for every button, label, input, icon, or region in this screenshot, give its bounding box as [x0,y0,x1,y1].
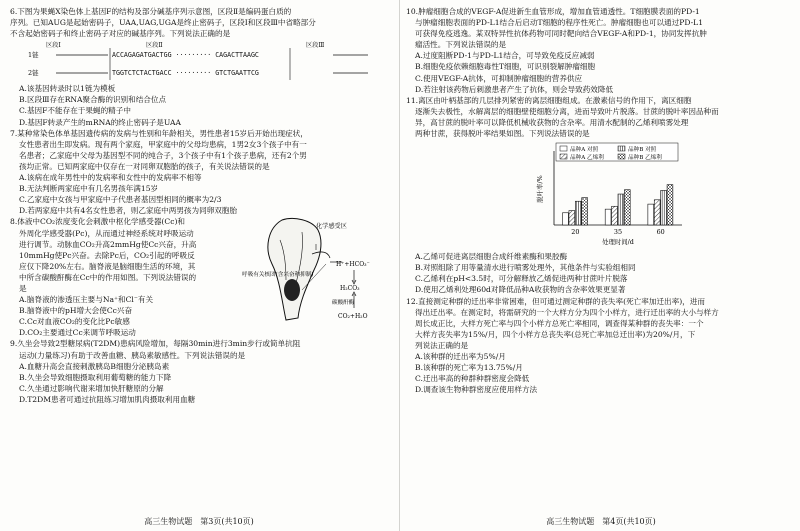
q11-stem-line: 逐渐失去极性，水解离层的细胞壁使细胞分离，进而导致叶片脱落。甘蔗的脱叶率因品种而 [415,106,719,116]
bar-1-60 [648,204,654,225]
question-9 [10,338,392,405]
legend-swatch [560,154,567,159]
page-3-content [10,6,392,405]
legend-swatch [618,146,625,151]
q12-stem-line: 周长成正比，大样方死亡率与四个小样方总死亡率相同，调查得某种群的丧失率：一个 [415,318,704,328]
q12-option-c: C.迁出率高的种群种群密度会降低 [415,374,530,384]
q10-stem-line: 可获得免疫逃逸。某双特异性抗体药物可同时靶向结合VEGF-A和PD-1，协同发挥抗肿 [415,29,707,39]
q11-option-c: C.乙烯利在pH<3.5时，可分解释放乙烯促进两种甘蔗叶片脱落 [415,274,628,284]
q7-stem-line: 名患者；乙家庭中父母为基因型不同的纯合子，3个孩子中有1个孩子患病，还有2个男 [19,150,307,160]
q8-stem-line: 外周化学感受器(Pc)，从而通过神经系统对呼吸运动 [19,228,194,238]
q8-stem-line: 进行调节。动脉血CO₂升高2mmHg使Cc兴奋，升高 [19,239,197,249]
q12-stem-line: 12.直接测定种群的迁出率非常困难，但可通过测定种群的丧失率(死亡率加迁出率)，进而 [406,296,705,306]
q11-stem-line: 异，高甘蔗的脱叶率可以降低机械收获物的含杂率。用清水配制的乙烯利喷雾处理 [415,117,689,127]
bar-1-35 [605,209,611,225]
q9-option-a: A.血糖升高会直接刺激胰岛B细胞分泌胰岛素 [19,361,170,371]
page-4-content [406,6,796,395]
q11-option-b: B.对照组除了用等量清水进行喷雾处理外，其他条件与实验组相同 [415,263,636,273]
q11-stem-line: 11.离区由叶柄基部的几层排列紧密的离层细胞组成。在激素信号的作用下，离区细胞 [406,95,692,105]
q9-option-b: B.久坐会导致细胞摄取利用葡萄糖的能力下降 [19,372,172,382]
x-tick-label: 60 [656,228,665,237]
q10-option-b: B.细胞免疫依赖细胞毒性T细胞，可识别裂解肿瘤细胞 [415,62,596,72]
region-3-label: 区段Ⅲ [306,42,325,50]
question-8 [10,216,392,338]
q6-option-d: D.基因F转录产生的mRNA的终止密码子是UAA [19,117,181,127]
bar-2-60 [654,200,660,225]
q9-option-d: D.T2DM患者可通过抗阻练习增加肌肉摄取利用血糖 [19,394,196,404]
respiratory-nucleus-marker [284,279,300,301]
strand-2-sequence: TGGTCTCTACTGACC ········· GTCTGAATTCG [112,69,259,78]
q8-stem-line: 10mmHg使Pc兴奋。去除Pc后，CO₂引起的呼吸反 [19,250,195,260]
q11-option-d: D.使用乙烯利处理60d对降低品种A收获物的含杂率效果更显著 [415,285,626,295]
bar-4-60 [667,185,673,225]
legend-swatch [618,154,625,159]
question-7 [10,128,392,217]
legend-label: 品种A 对照 [570,147,599,154]
gene-f-diagram [28,41,392,81]
question-12 [406,296,796,396]
q6-option-b: B.区段Ⅲ存在RNA聚合酶的识别和结合位点 [19,95,167,105]
enzyme-label: 碳酸酐酶 [332,300,355,307]
legend-label: 品种A 乙烯利 [570,155,604,162]
q6-stem-line: 不含起始密码子和终止密码子对应的碱基序列。下列说法正确的是 [10,29,231,39]
q7-option-b: B.无法判断两家庭中有几名男孩年满15岁 [19,184,159,194]
bar-2-20 [569,211,575,225]
q7-option-c: C.乙家庭中女孩与甲家庭中子代患者基因型相同的概率为2/3 [19,195,222,205]
co2-water-label: CO₂+H₂O [338,313,368,321]
strand-1-sequence: ACCAGAGATGACTGG ········· CAGACTTAAGC [112,51,259,60]
q10-stem-line: 10.肿瘤细胞合成的VEGF-A促进新生血管形成，增加血管通透性。T细胞膜表面的PD-1 [406,7,700,16]
exam-page-4 [402,0,800,531]
q12-stem-line: 大样方丧失率为15%/月，四个小样方总丧失率(总死亡率加总迁出率)为20%/月，下 [415,329,696,339]
q12-option-b: B.该种群的死亡率为13.75%/月 [415,363,523,373]
page-3-footer: 高三生物试题 第3页(共10页) [144,517,254,526]
x-tick-label: 35 [613,228,623,237]
q12-option-a: A.该种群的迁出率为5%/月 [415,351,506,361]
q10-stem-line: 瘤活性。下列说法错误的是 [415,40,507,50]
legend-label: 品种B 对照 [628,147,657,154]
q11-stem-line: 两种甘蔗，获得脱叶率结果如图。下列说法错误的是 [415,129,590,139]
q12-stem-line: 列说法正确的是 [415,340,469,350]
bar-3-35 [618,194,624,225]
q9-stem-line: 运动(力量练习)有助于改善血糖、胰岛素敏感性。下列说法错误的是 [19,350,246,360]
question-10 [406,6,796,95]
q8-option-a: A.脑脊液的渗透压主要与Na⁺和Cl⁻有关 [19,295,154,305]
q12-option-d: D.调查该生物种群密度应使用样方法 [415,385,538,395]
q10-option-c: C.使用VEGF-A抗体，可抑制肿瘤细胞的营养供应 [415,73,583,83]
q6-option-a: A.该基因转录时以1链为模板 [19,84,116,94]
q7-option-d: D.若两家庭中共有4名女性患者，则乙家庭中两男孩为同卵双胞胎 [19,206,238,216]
bar-2-35 [612,206,618,225]
q8-stem-line: 应仅下降20%左右。脑脊液是脑细胞生活的环境，其 [19,261,196,271]
q6-stem-line: 6.下图为果蝇X染色体上基因F的结构及部分碱基序列示意图，区段Ⅱ是编码蛋白质的 [10,7,292,16]
q8-option-d: D.CO₂主要通过Cc来调节呼吸运动 [19,328,136,338]
exam-page-3 [0,0,398,531]
ion-label: H⁺+HCO₃⁻ [336,261,370,269]
q10-option-d: D.若注射该药物后刺激患者产生了抗体，则会导致药效降低 [415,84,614,94]
q6-option-c: C.基因F不能存在于果蝇的精子中 [19,106,131,116]
chemo-zone-label: 化学感受区 [316,223,347,231]
q7-stem-line: 7.某种常染色体单基因遗传病的发病与性别和年龄相关，男性患者15岁后开始出现症状， [10,128,308,138]
q8-stem-line: 8.体液中CO₂浓度变化会刺激中枢化学感受器(Cc)和 [10,217,185,227]
q8-stem-line: 中所含碳酸酐酶在Cc中的作用如图。下列说法错误的 [19,272,197,282]
strand-2-label: 2链 [28,69,39,78]
legend-swatch [560,146,567,151]
y-axis-label: 脱叶率/% [536,175,544,203]
q8-option-b: B.脑脊液中的pH增大会使Cc兴奋 [19,306,133,316]
strand-1-label: 1链 [28,51,39,60]
respiratory-center-label: 呼吸有关核团(含兴奋和抑制) [242,272,314,279]
question-11 [406,95,796,296]
q7-stem-line: 女性患者出生即发病。现有两个家庭，甲家庭中的父母均患病，1男2女3个孩子中有一 [19,139,307,149]
bar-1-20 [563,213,569,225]
q10-stem-line: 与肿瘤细胞表面的PD-L1结合后启动T细胞的程序性死亡。肿瘤细胞也可以通过PD-L1 [415,18,704,28]
q9-option-c: C.久坐通过影响代谢来增加快肝糖原的分解 [19,383,164,393]
region-2-label: 区段Ⅱ [146,42,163,50]
bar-4-20 [582,198,588,225]
defoliation-rate-chart [406,139,796,247]
bar-3-60 [661,191,667,226]
legend-label: 品种B 乙烯利 [628,155,662,162]
brainstem-chemoreceptor-figure [242,210,392,332]
q6-stem-line: 序列。已知AUG是起始密码子，UAA,UAG,UGA是终止密码子，区段Ⅰ和区段Ⅲ中省略部分 [10,18,316,28]
region-1-label: 区段Ⅰ [46,42,61,50]
q11-option-a: A.乙烯可促进离层细胞合成纤维素酶和果胶酶 [415,252,568,262]
page-4-footer: 高三生物试题 第4页(共10页) [546,517,656,526]
question-6 [10,6,392,128]
page-divider [399,0,400,531]
q12-stem-line: 得出迁出率。在测定时，将需研究的一个大样方分为四个小样方，进行迁出率的大小与样方 [415,307,719,317]
x-axis-label: 处理时间/d [602,238,634,247]
x-tick-label: 20 [571,228,580,237]
q8-stem-line: 是 [19,283,27,293]
bar-4-35 [624,190,630,225]
carbonic-acid-label: H₂CO₃ [340,285,360,293]
q7-stem-line: 孩均正常。已知两家庭中仅存在一对同卵双胞胎的孩子，有关说法错误的是 [19,161,270,171]
q7-option-a: A.该病在成年男性中的发病率和女性中的发病率不相等 [19,173,202,183]
q10-option-a: A.过度阻断PD-1与PD-L1结合，可导致免疫反应减弱 [415,51,595,61]
q8-option-c: C.Cc对血液CO₂的变化比Pc敏感 [19,317,130,327]
q9-stem-line: 9.久坐会导致2型糖尿病(T2DM)患病风险增加，每隔30min进行3min步行或简单抗阻 [10,339,301,349]
bar-3-20 [575,201,581,225]
